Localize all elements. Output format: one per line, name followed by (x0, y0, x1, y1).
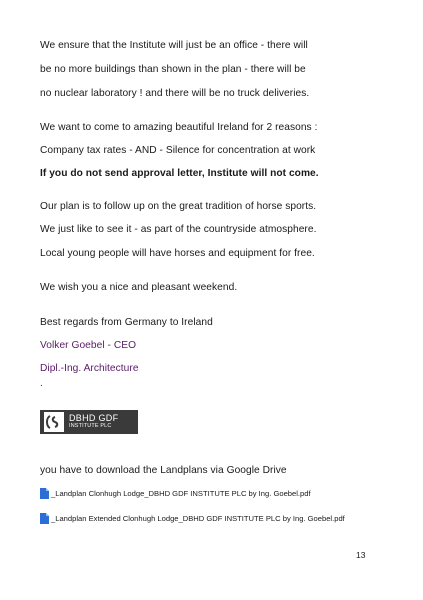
body-line: be no more buildings than shown in the plan - there will be (40, 64, 306, 75)
logo-line1: DBHD GDF (69, 413, 119, 424)
body-line: Local young people will have horses and equipment for free. (40, 248, 315, 259)
logo-line2: INSTITUTE PLC (69, 423, 112, 430)
download-note: you have to download the Landplans via Google Drive (40, 465, 287, 476)
logo-mark-icon (44, 412, 64, 432)
logo-text (69, 414, 118, 429)
pdf-file-icon (40, 488, 49, 499)
signature-title: Dipl.-Ing. Architecture (40, 363, 139, 374)
page-number: 13 (356, 550, 366, 560)
closing-line: We wish you a nice and pleasant weekend. (40, 282, 238, 293)
body-line: Our plan is to follow up on the great tradition of horse sports. (40, 201, 317, 212)
signature-dot: . (40, 378, 43, 389)
regards-line: Best regards from Germany to Ireland (40, 317, 213, 328)
body-line: We just like to see it - as part of the countryside atmosphere. (40, 224, 317, 235)
file-name: _Landplan Extended Clonhugh Lodge_DBHD GDF INSTITUTE PLC by Ing. Goebel.pdf (51, 514, 345, 523)
file-link[interactable] (40, 513, 345, 524)
file-name: _Landplan Clonhugh Lodge_DBHD GDF INSTITUTE PLC by Ing. Goebel.pdf (51, 489, 311, 498)
bold-warning: If you do not send approval letter, Institute will not come. (40, 168, 319, 179)
body-line: Company tax rates - AND - Silence for concentration at work (40, 145, 316, 156)
body-line: We want to come to amazing beautiful Ireland for 2 reasons : (40, 122, 318, 133)
company-logo (40, 410, 138, 434)
signature-name: Volker Goebel - CEO (40, 340, 137, 351)
body-line: We ensure that the Institute will just be an office - there will (40, 40, 308, 51)
body-line: no nuclear laboratory ! and there will be no truck deliveries. (40, 88, 310, 99)
pdf-file-icon (40, 513, 49, 524)
file-link[interactable] (40, 488, 311, 499)
